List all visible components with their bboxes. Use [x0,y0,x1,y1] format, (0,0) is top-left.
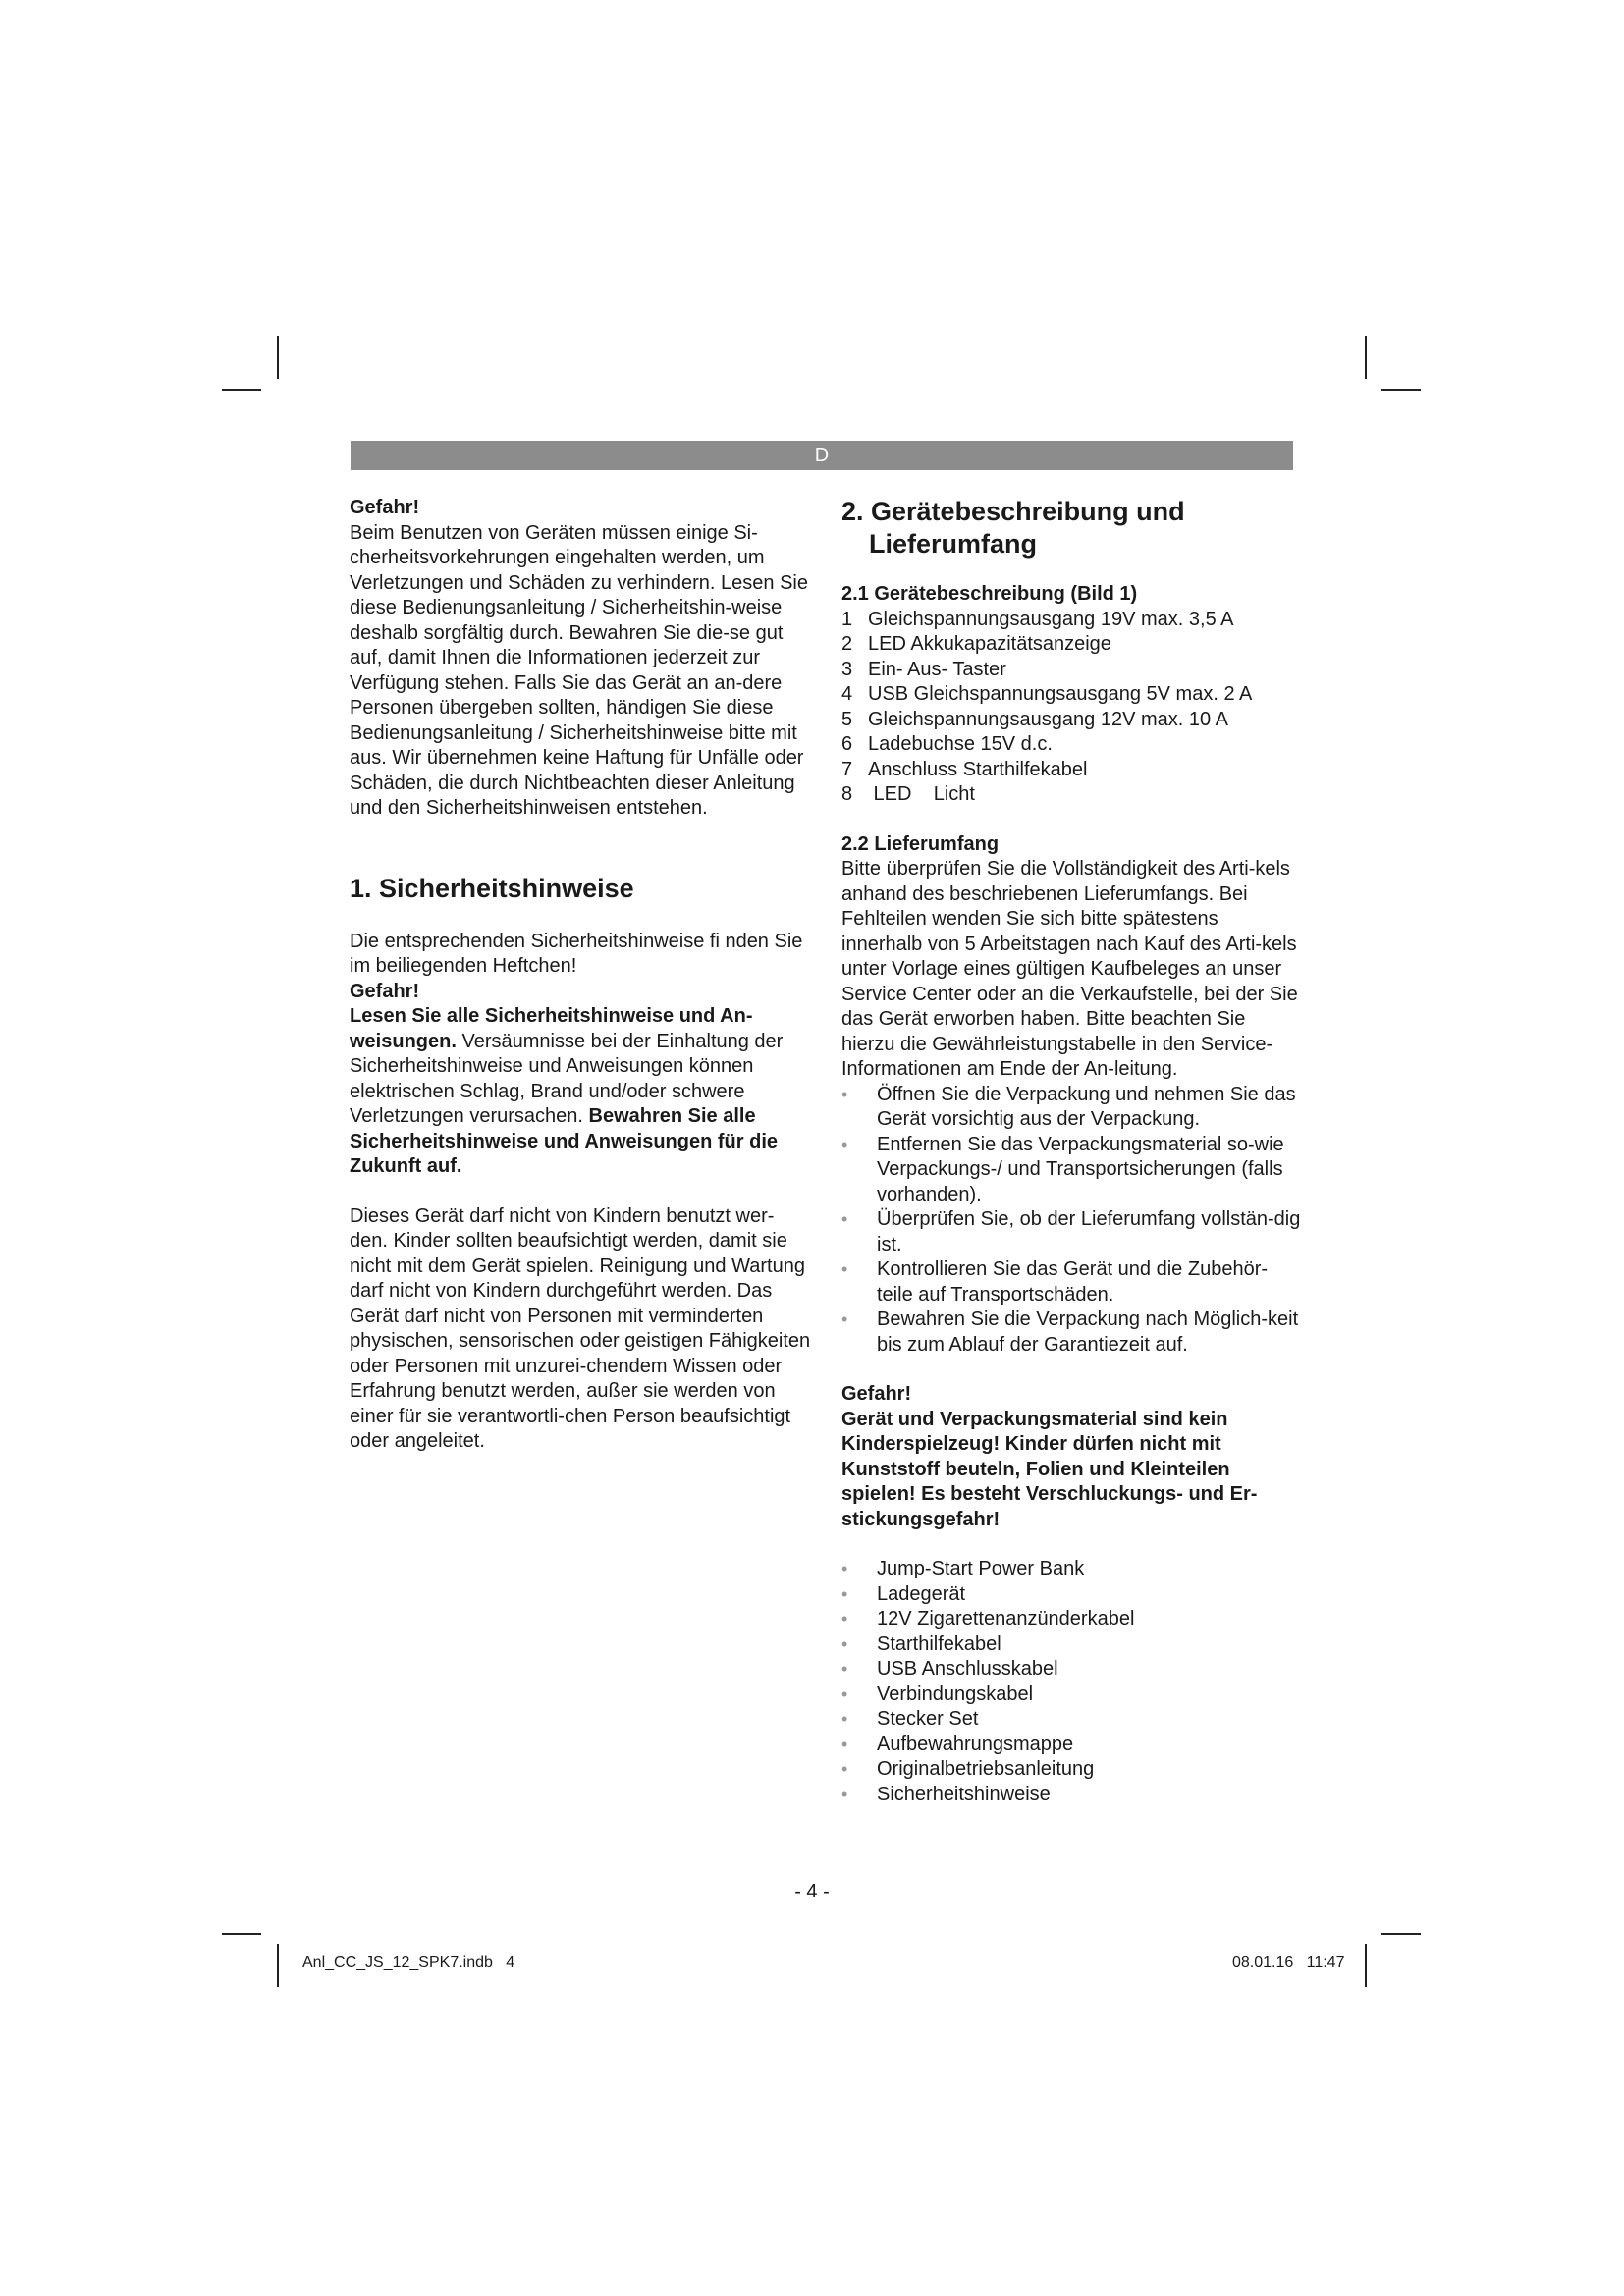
section1-intro: Die entsprechenden Sicherheitshinweise fi nden Sie im beiliegenden Heftchen! [350,930,803,977]
contents-text: Verbindungskabel [877,1682,1034,1705]
device-part-item [841,732,1303,758]
part-number: 2 [841,633,853,655]
part-text: Gleichspannungsausgang 19V max. 3,5 A [868,608,1234,630]
language-header-bar [351,441,1293,470]
right-column [841,496,1303,1807]
warning2-text: Versäumnisse bei der Einhaltung der Sicherheitshinweise und Anweisungen können elektrischen Schlag, Brand und/oder schwere Verletzungen verursachen. [350,1030,784,1127]
step-text: Überprüfen Sie, ob der Lieferumfang vollstän-dig ist. [877,1208,1301,1255]
device-part-item [841,782,1303,808]
bullet-icon: • [841,1784,848,1804]
contents-item [841,1733,1303,1758]
device-part-item [841,758,1303,783]
part-number: 1 [841,608,853,630]
unpacking-step [841,1257,1303,1308]
warning2-bold-lead: Lesen Sie alle Sicherheitshinweise und An-weisungen. [350,1005,753,1052]
crop-mark-bottom-right-vertical [1365,1944,1367,1987]
crop-mark-bottom-right-horizontal [1381,1933,1421,1935]
part-number: 7 [841,758,853,780]
unpacking-step [841,1133,1303,1208]
part-number: 8 [841,783,853,805]
footer-datetime: 08.01.16 11:47 [1232,1954,1345,1971]
warning1-text: Beim Benutzen von Geräten müssen einige Si-cherheitsvorkehrungen eingehalten werden, um Verletzungen und Schäden zu verhindern. Lesen Sie diese Bedienungsanleitung / Sicherheitshin-weise deshalb sorgfältig durch. Bewahren Sie die-se gut auf, damit Ihnen die Informationen jederzeit zur Verfügung stehen. Falls Sie das Gerät an an-dere Personen übergeben sollten, händigen Sie diese Bedienungsanleitung / Sicherheitshinweise bitte mit aus. Wir übernehmen keine Haftung für Unfälle oder Schäden, die durch Nichtbeachten dieser Anleitung und den Sicherheitshinweisen entstehen. [350,521,809,819]
bullet-icon: • [841,1633,848,1654]
warning2-paragraph [350,1004,811,1180]
device-part-item [841,608,1303,633]
bullet-icon: • [841,1583,848,1604]
warning1-title: Gefahr! [350,497,420,518]
contents-text: 12V Zigarettenanzünderkabel [877,1608,1135,1629]
part-text: Anschluss Starthilfekabel [868,758,1088,780]
bullet-icon: • [841,1683,848,1704]
part-text: USB Gleichspannungsausgang 5V max. 2 A [868,683,1253,705]
subsection-2-1-title: 2.1 Gerätebeschreibung (Bild 1) [841,583,1138,605]
page-number: - 4 - [794,1881,830,1902]
part-number: 5 [841,708,853,730]
contents-item [841,1582,1303,1608]
contents-text: Ladegerät [877,1582,966,1605]
bullet-icon: • [841,1734,848,1754]
crop-mark-top-left-vertical [277,336,279,379]
part-number: 4 [841,683,853,705]
device-part-item [841,708,1303,733]
crop-mark-top-left-horizontal [222,389,261,391]
children-warning-text: Dieses Gerät darf nicht von Kindern benutzt wer-den. Kinder sollten beaufsichtigt werden, damit sie nicht mit dem Gerät spielen. Reinigung und Wartung darf nicht von Kindern durchgeführt werden. Das Gerät darf nicht von Personen mit verminderten physischen, sensorischen oder geistigen Fähigkeiten oder Personen mit unzurei-chendem Wissen oder Erfahrung benutzt werden, außer sie werden von einer für sie verantwortli-chen Person beaufsichtigt oder angeleitet. [350,1204,811,1452]
step-text: Entfernen Sie das Verpackungsmaterial so-wie Verpackungs-/ und Transportsicherungen (falls vorhanden). [877,1133,1284,1205]
bullet-icon: • [841,1259,848,1279]
device-part-item [841,682,1303,708]
unpacking-step [841,1207,1303,1257]
contents-item [841,1682,1303,1708]
contents-item [841,1632,1303,1658]
left-column [350,496,811,1455]
bullet-icon: • [841,1084,848,1104]
crop-mark-top-right-vertical [1365,336,1367,379]
bullet-icon: • [841,1309,848,1329]
contents-text: USB Anschlusskabel [877,1658,1058,1680]
bullet-icon: • [841,1134,848,1154]
part-text: Ein- Aus- Taster [868,658,1006,680]
device-parts-list [841,608,1303,808]
bullet-icon: • [841,1709,848,1729]
contents-item [841,1557,1303,1582]
warning2-title: Gefahr! [350,980,420,1002]
contents-item [841,1707,1303,1733]
section2-title-line2: Lieferumfang [869,529,1038,559]
bullet-icon: • [841,1209,848,1229]
step-text: Kontrollieren Sie das Gerät und die Zubehör-teile auf Transportschäden. [877,1258,1269,1306]
bullet-icon: • [841,1759,848,1779]
bullet-icon: • [841,1559,848,1578]
step-text: Öffnen Sie die Verpackung und nehmen Sie das Gerät vorsichtig aus der Verpackung. [877,1083,1296,1130]
warning3-title: Gefahr! [841,1383,912,1405]
unpacking-steps-list [841,1083,1303,1359]
warning3-text: Gerät und Verpackungsmaterial sind kein Kinderspielzeug! Kinder dürfen nicht mit Kunststoff beuteln, Folien und Kleinteilen spielen! Es besteht Verschluckungs- und Er-stickungsgefahr! [841,1408,1258,1530]
contents-item [841,1757,1303,1783]
delivery-contents-list [841,1557,1303,1807]
crop-mark-top-right-horizontal [1381,389,1421,391]
device-part-item [841,632,1303,658]
part-number: 3 [841,658,853,680]
part-text: Gleichspannungsausgang 12V max. 10 A [868,708,1228,730]
contents-text: Sicherheitshinweise [877,1783,1051,1805]
contents-text: Jump-Start Power Bank [877,1558,1085,1579]
crop-mark-bottom-left-vertical [277,1944,279,1987]
subsection-2-2-title: 2.2 Lieferumfang [841,832,1000,855]
section1-title: 1. Sicherheitshinweise [350,873,634,903]
part-text: LED Licht [868,783,975,805]
contents-item [841,1783,1303,1808]
contents-text: Stecker Set [877,1708,979,1730]
unpacking-step [841,1308,1303,1358]
contents-text: Starthilfekabel [877,1632,1001,1655]
contents-text: Aufbewahrungsmappe [877,1733,1074,1755]
footer-file-name: Anl_CC_JS_12_SPK7.indb 4 [302,1954,515,1971]
contents-text: Originalbetriebsanleitung [877,1758,1095,1780]
contents-item [841,1657,1303,1682]
warning2-bold-tail: Bewahren Sie alle Sicherheitshinweise und Anweisungen für die Zukunft auf. [350,1105,778,1177]
bullet-icon: • [841,1659,848,1679]
section2-title-line1: 2. Gerätebeschreibung und [841,497,1185,526]
part-text: Ladebuchse 15V d.c. [868,733,1053,755]
contents-item [841,1607,1303,1632]
part-number: 6 [841,733,853,755]
crop-mark-bottom-left-horizontal [222,1933,261,1935]
subsection-2-2-text: Bitte überprüfen Sie die Vollständigkeit des Arti-kels anhand des beschriebenen Lieferumfangs. Bei Fehlteilen wenden Sie sich bitte spätestens innerhalb von 5 Arbeitstagen nach Kauf des Arti-kels unter Vorlage eines gültigen Kaufbeleges an unser Service Center oder an die Verkaufstelle, bei der Sie das Gerät erworben haben. Bitte beachten Sie hierzu die Gewährleistungstabelle in den Service-Informationen am Ende der An-leitung. [841,858,1298,1080]
part-text: LED Akkukapazitätsanzeige [868,633,1111,655]
language-label: D [814,445,830,466]
step-text: Bewahren Sie die Verpackung nach Möglich-keit bis zum Ablauf der Garantiezeit auf. [877,1308,1299,1356]
bullet-icon: • [841,1609,848,1629]
device-part-item [841,658,1303,683]
unpacking-step [841,1083,1303,1133]
